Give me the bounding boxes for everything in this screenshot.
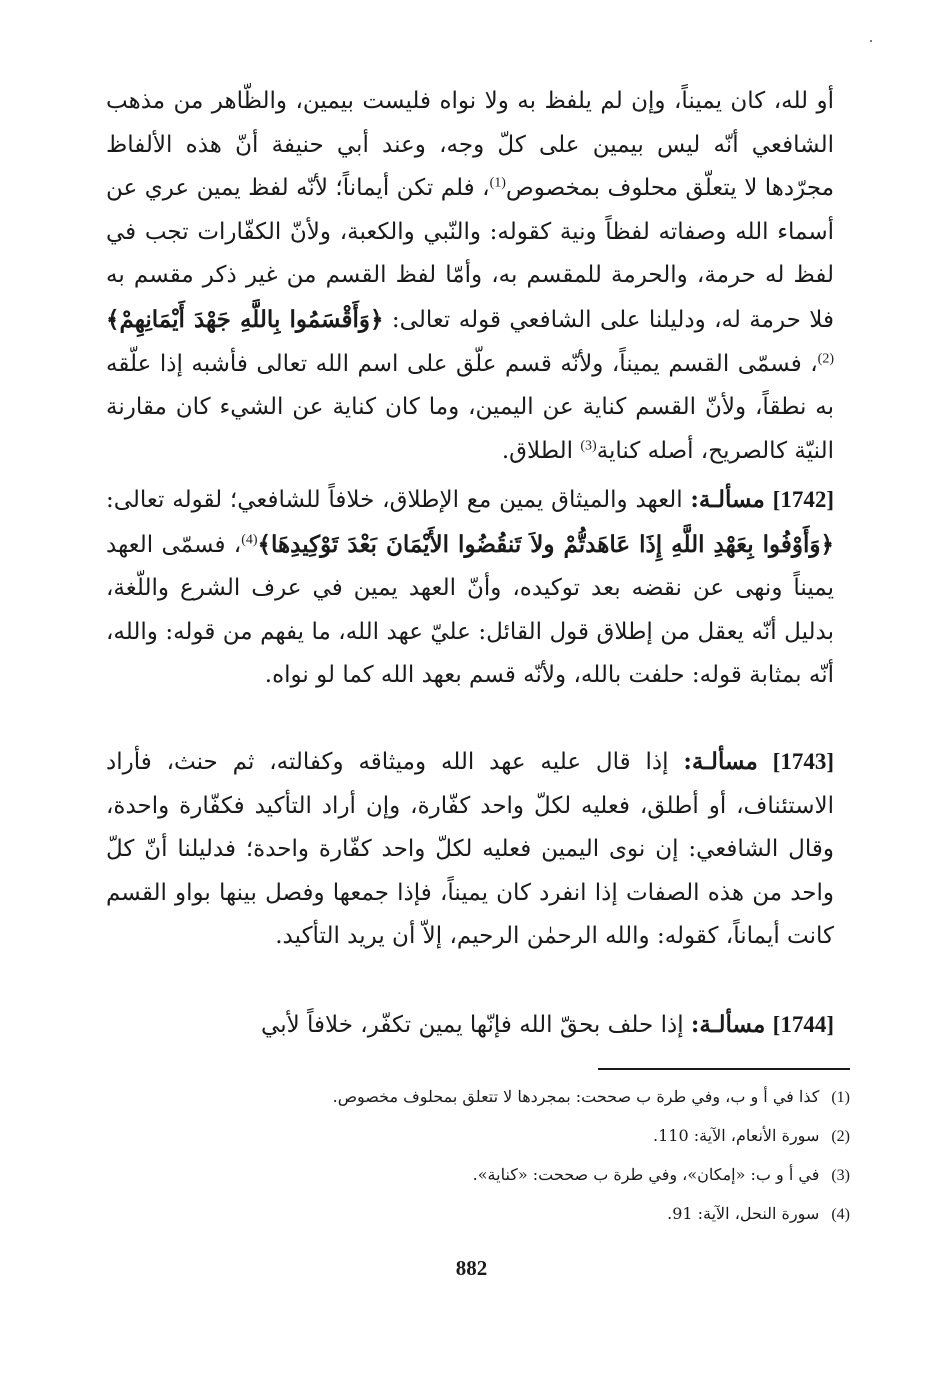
text-segment: ، فلم تكن أيماناً؛ لأنّه لفظ يمين عري عن أسماء الله وصفاته لفظاً ونية كقوله: والنّبي والكعبة، ولأنّ الكفّارات تجب في لفظ له حرمة، والحرمة للمقسم به، وأمّا لفظ القسم من غير ذكر مقسم به فلا حرمة له، ودليلنا على الشافعي قوله تعالى:: [106, 175, 834, 333]
footnote-number: (1): [831, 1089, 850, 1106]
footnote-text: في أ و ب: «إمكان»، وفي طرة ب صححت: «كناية».: [472, 1165, 820, 1184]
paragraph-continuation: [106, 80, 834, 478]
text-segment: إذا قال عليه عهد الله وميثاقه وكفالته، ثم حنث، فأراد الاستئناف، أو أطلق، فعليه لكلّ واحد كفّارة، وإن أراد التأكيد فكفّارة واحدة، وقال الشافعي: إن نوى اليمين فعليه لكلّ واحد كفّارة واحدة؛ فدليلنا أنّ كلّ واحد من هذه الصفات إذا انفرد كان يميناً، فإذا جمعها وفصل بينها بواو القسم كانت أيماناً، كقوله: والله الرحمٰن الرحيم، إلاّ أن يريد التأكيد.: [106, 749, 834, 950]
issue-label: مسألـة:: [690, 486, 765, 513]
issue-number: [1742]: [772, 487, 834, 512]
issue-label: مسألـة:: [690, 1011, 766, 1038]
issue-number: [1743]: [772, 749, 835, 774]
footnote-4: [106, 1195, 850, 1234]
text-segment: الطلاق.: [501, 437, 581, 464]
footnote-number: (2): [831, 1128, 850, 1145]
quran-verse: ﴿وَأَقْسَمُوا بِاللَّهِ جَهْدَ أَيْمَانِهِمْ﴾: [106, 305, 384, 333]
text-segment: أو لله، كان يميناً، وإن لم يلفظ به ولا نواه فليست بيمين، والظّاهر من مذهب الشافعي أنّه ليس بيمين على كلّ وجه، وعند أبي حنيفة أنّ هذه الألفاظ مجرّدها لا يتعلّق محلوف بمخصوص: [106, 88, 835, 202]
footnote-ref-4[interactable]: (4): [241, 531, 258, 547]
page-number: 882: [455, 1256, 488, 1280]
issue-1744: [106, 1003, 834, 1047]
issue-1743: [106, 740, 834, 1003]
footnotes: [106, 1078, 850, 1234]
footnote-text: سورة النحل، الآية: 91.: [667, 1204, 820, 1223]
text-segment: ، فسمّى القسم يميناً، ولأنّه قسم علّق على اسم الله تعالى فأشبه إذا علّقه به نطقاً، ولأنّ القسم كناية عن اليمين، وما كان كناية عن الشيء كان مقارنة النيّة كالصريح، أصله كناية: [106, 350, 834, 464]
text-segment: العهد والميثاق يمين مع الإطلاق، خلافاً للشافعي؛ لقوله تعالى:: [106, 487, 691, 513]
main-text: [106, 80, 834, 1047]
footnote-3: [106, 1156, 850, 1195]
quran-verse: ﴿وَأَوْفُوا بِعَهْدِ اللَّهِ إِذَا عَاهَدتُّمْ ولاَ تَنقُضُوا الأَيْمَانَ بَعْدَ تَوْكِيدِهَا﴾: [257, 530, 834, 558]
footnote-1: [106, 1078, 850, 1117]
footnote-ref-1[interactable]: (1): [489, 175, 506, 191]
footnote-text: سورة الأنعام، الآية: 110.: [652, 1126, 820, 1145]
scan-speck: [870, 40, 872, 42]
footnote-text: كذا في أ و ب، وفي طرة ب صححت: بمجردها لا تتعلق بمحلوف مخصوص.: [332, 1087, 820, 1106]
footnote-divider: [598, 1068, 850, 1070]
text-segment: ، فسمّى العهد يميناً ونهى عن نقضه بعد توكيده، وأنّ العهد يمين في عرف الشرع واللّغة، بدليل أنّه يعقل من إطلاق قول القائل: عليّ عهد الله، ما يفهم من قوله: والله، أنّه بمثابة قوله: حلفت بالله، ولأنّه قسم بعهد الله كما لو نواه.: [106, 531, 834, 689]
footnote-ref-3[interactable]: (3): [580, 438, 597, 454]
issue-number: [1744]: [772, 1012, 834, 1037]
text-segment: إذا حلف بحقّ الله فإنّها يمين تكفّر، خلافاً لأبي: [261, 1012, 691, 1038]
issue-1742: [106, 478, 834, 740]
issue-label: مسألـة:: [683, 748, 758, 775]
footnote-number: (4): [831, 1206, 850, 1223]
footnote-2: [106, 1117, 850, 1156]
footnote-ref-2[interactable]: (2): [817, 350, 834, 366]
footnote-number: (3): [831, 1167, 850, 1184]
